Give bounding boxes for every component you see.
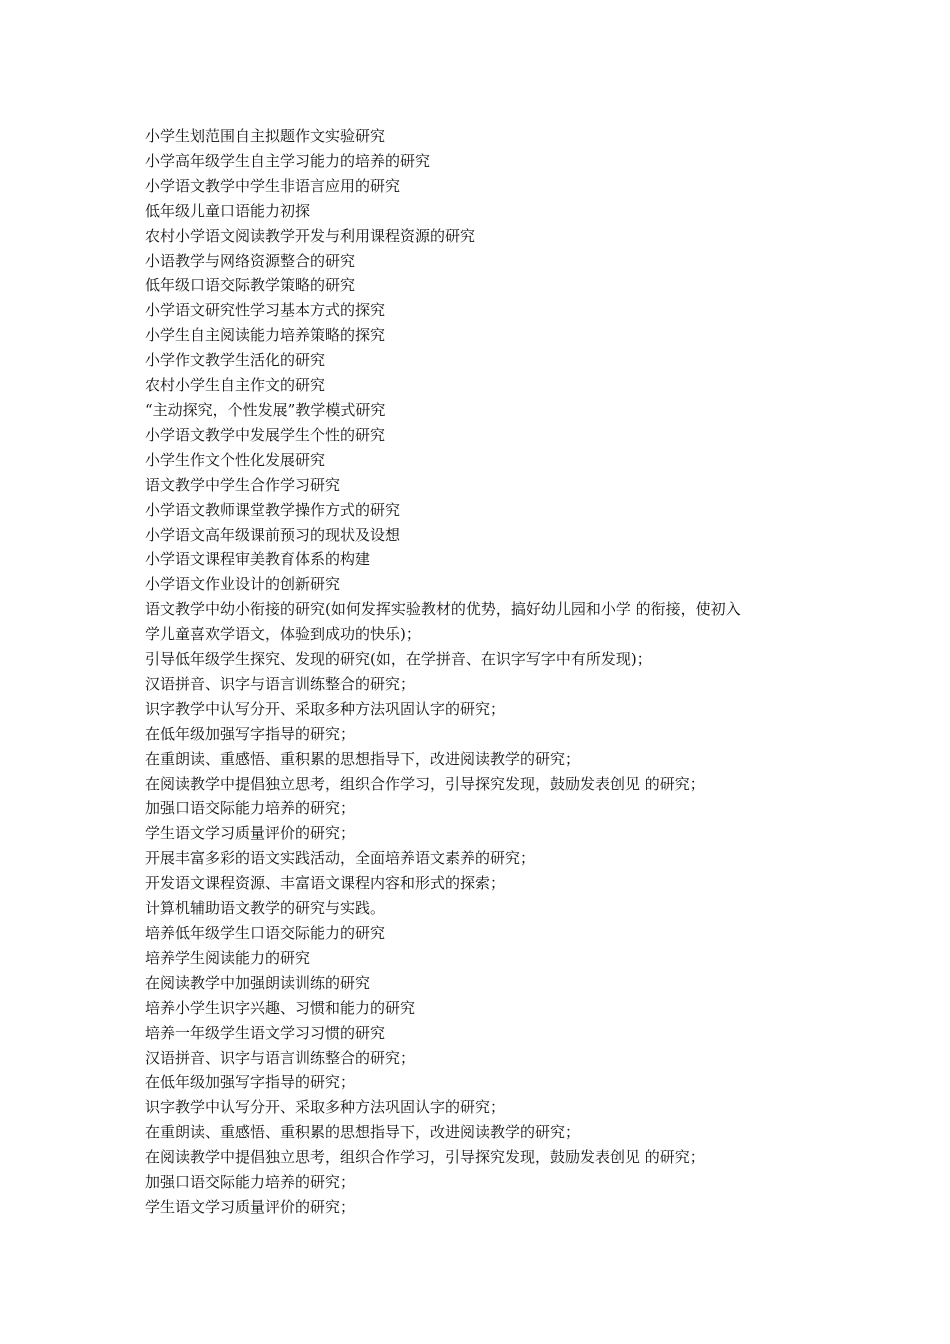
text-line: 农村小学生自主作文的研究: [145, 376, 326, 395]
text-line: 在低年级加强写字指导的研究；: [145, 724, 356, 743]
text-line: 在阅读教学中提倡独立思考，组织合作学习，引导探究发现，鼓励发表创见 的研究；: [145, 774, 705, 793]
text-line: 小学高年级学生自主学习能力的培养的研究: [145, 151, 431, 170]
text-line: 低年级口语交际教学策略的研究: [145, 276, 356, 295]
text-line: 小学语文教学中学生非语言应用的研究: [145, 176, 401, 195]
text-line: 小学生划范围自主拟题作文实验研究: [145, 127, 386, 145]
text-line: 学儿童喜欢学语文，体验到成功的快乐)；: [145, 625, 421, 644]
text-line: 培养一年级学生语文学习习惯的研究: [145, 1023, 386, 1042]
text-line: 低年级儿童口语能力初探: [145, 201, 311, 220]
text-line: 识字教学中认写分开、采取多种方法巩固认字的研究；: [145, 699, 506, 718]
text-line: 学生语文学习质量评价的研究；: [145, 824, 356, 843]
text-line: 在阅读教学中加强朗读训练的研究: [145, 973, 371, 992]
text-line: 小学语文作业设计的创新研究: [145, 575, 341, 594]
text-line: 小学语文课程审美教育体系的构建: [145, 550, 371, 569]
text-line: 小学语文研究性学习基本方式的探究: [145, 301, 386, 320]
document-body: [145, 124, 815, 1220]
text-line: 农村小学语文阅读教学开发与利用课程资源的研究: [145, 226, 476, 245]
text-line: 在阅读教学中提倡独立思考，组织合作学习，引导探究发现，鼓励发表创见 的研究；: [145, 1148, 705, 1167]
text-line: 培养学生阅读能力的研究: [145, 948, 311, 967]
text-line: 开发语文课程资源、丰富语文课程内容和形式的探索；: [145, 874, 506, 893]
text-line: 小学语文教师课堂教学操作方式的研究: [145, 500, 401, 519]
text-line: 小学生自主阅读能力培养策略的探究: [145, 326, 386, 345]
text-line: 语文教学中幼小衔接的研究(如何发挥实验教材的优势，搞好幼儿园和小学 的衔接，使初入: [145, 600, 741, 619]
text-line: 计算机辅助语文教学的研究与实践。: [145, 899, 386, 918]
text-line: 小学语文高年级课前预习的现状及设想: [145, 525, 401, 544]
text-line: 在重朗读、重感悟、重积累的思想指导下，改进阅读教学的研究；: [145, 1123, 581, 1142]
text-line: 加强口语交际能力培养的研究；: [145, 1173, 356, 1192]
text-line: 培养小学生识字兴趣、习惯和能力的研究: [145, 998, 416, 1017]
text-line: 学生语文学习质量评价的研究；: [145, 1197, 356, 1216]
text-line: 小学语文教学中发展学生个性的研究: [145, 425, 386, 444]
text-line: 在重朗读、重感悟、重积累的思想指导下，改进阅读教学的研究；: [145, 749, 581, 768]
text-line: 加强口语交际能力培养的研究；: [145, 799, 356, 818]
text-line: 汉语拼音、识字与语言训练整合的研究；: [145, 1048, 416, 1067]
text-line: 培养低年级学生口语交际能力的研究: [145, 924, 386, 942]
text-line: 语文教学中学生合作学习研究: [145, 475, 341, 494]
text-line: 小学作文教学生活化的研究: [145, 351, 326, 370]
text-line: 小语教学与网络资源整合的研究: [145, 251, 356, 270]
text-line: 识字教学中认写分开、采取多种方法巩固认字的研究；: [145, 1098, 506, 1117]
text-line: 引导低年级学生探究、发现的研究(如，在学拼音、在识字写字中有所发现)；: [145, 650, 652, 669]
text-line: “主动探究，个性发展”教学模式研究: [145, 400, 386, 419]
text-line: 汉语拼音、识字与语言训练整合的研究；: [145, 674, 416, 693]
text-line: 小学生作文个性化发展研究: [145, 450, 326, 469]
text-line: 在低年级加强写字指导的研究；: [145, 1073, 356, 1092]
text-line: 开展丰富多彩的语文实践活动，全面培养语文素养的研究；: [145, 849, 536, 868]
